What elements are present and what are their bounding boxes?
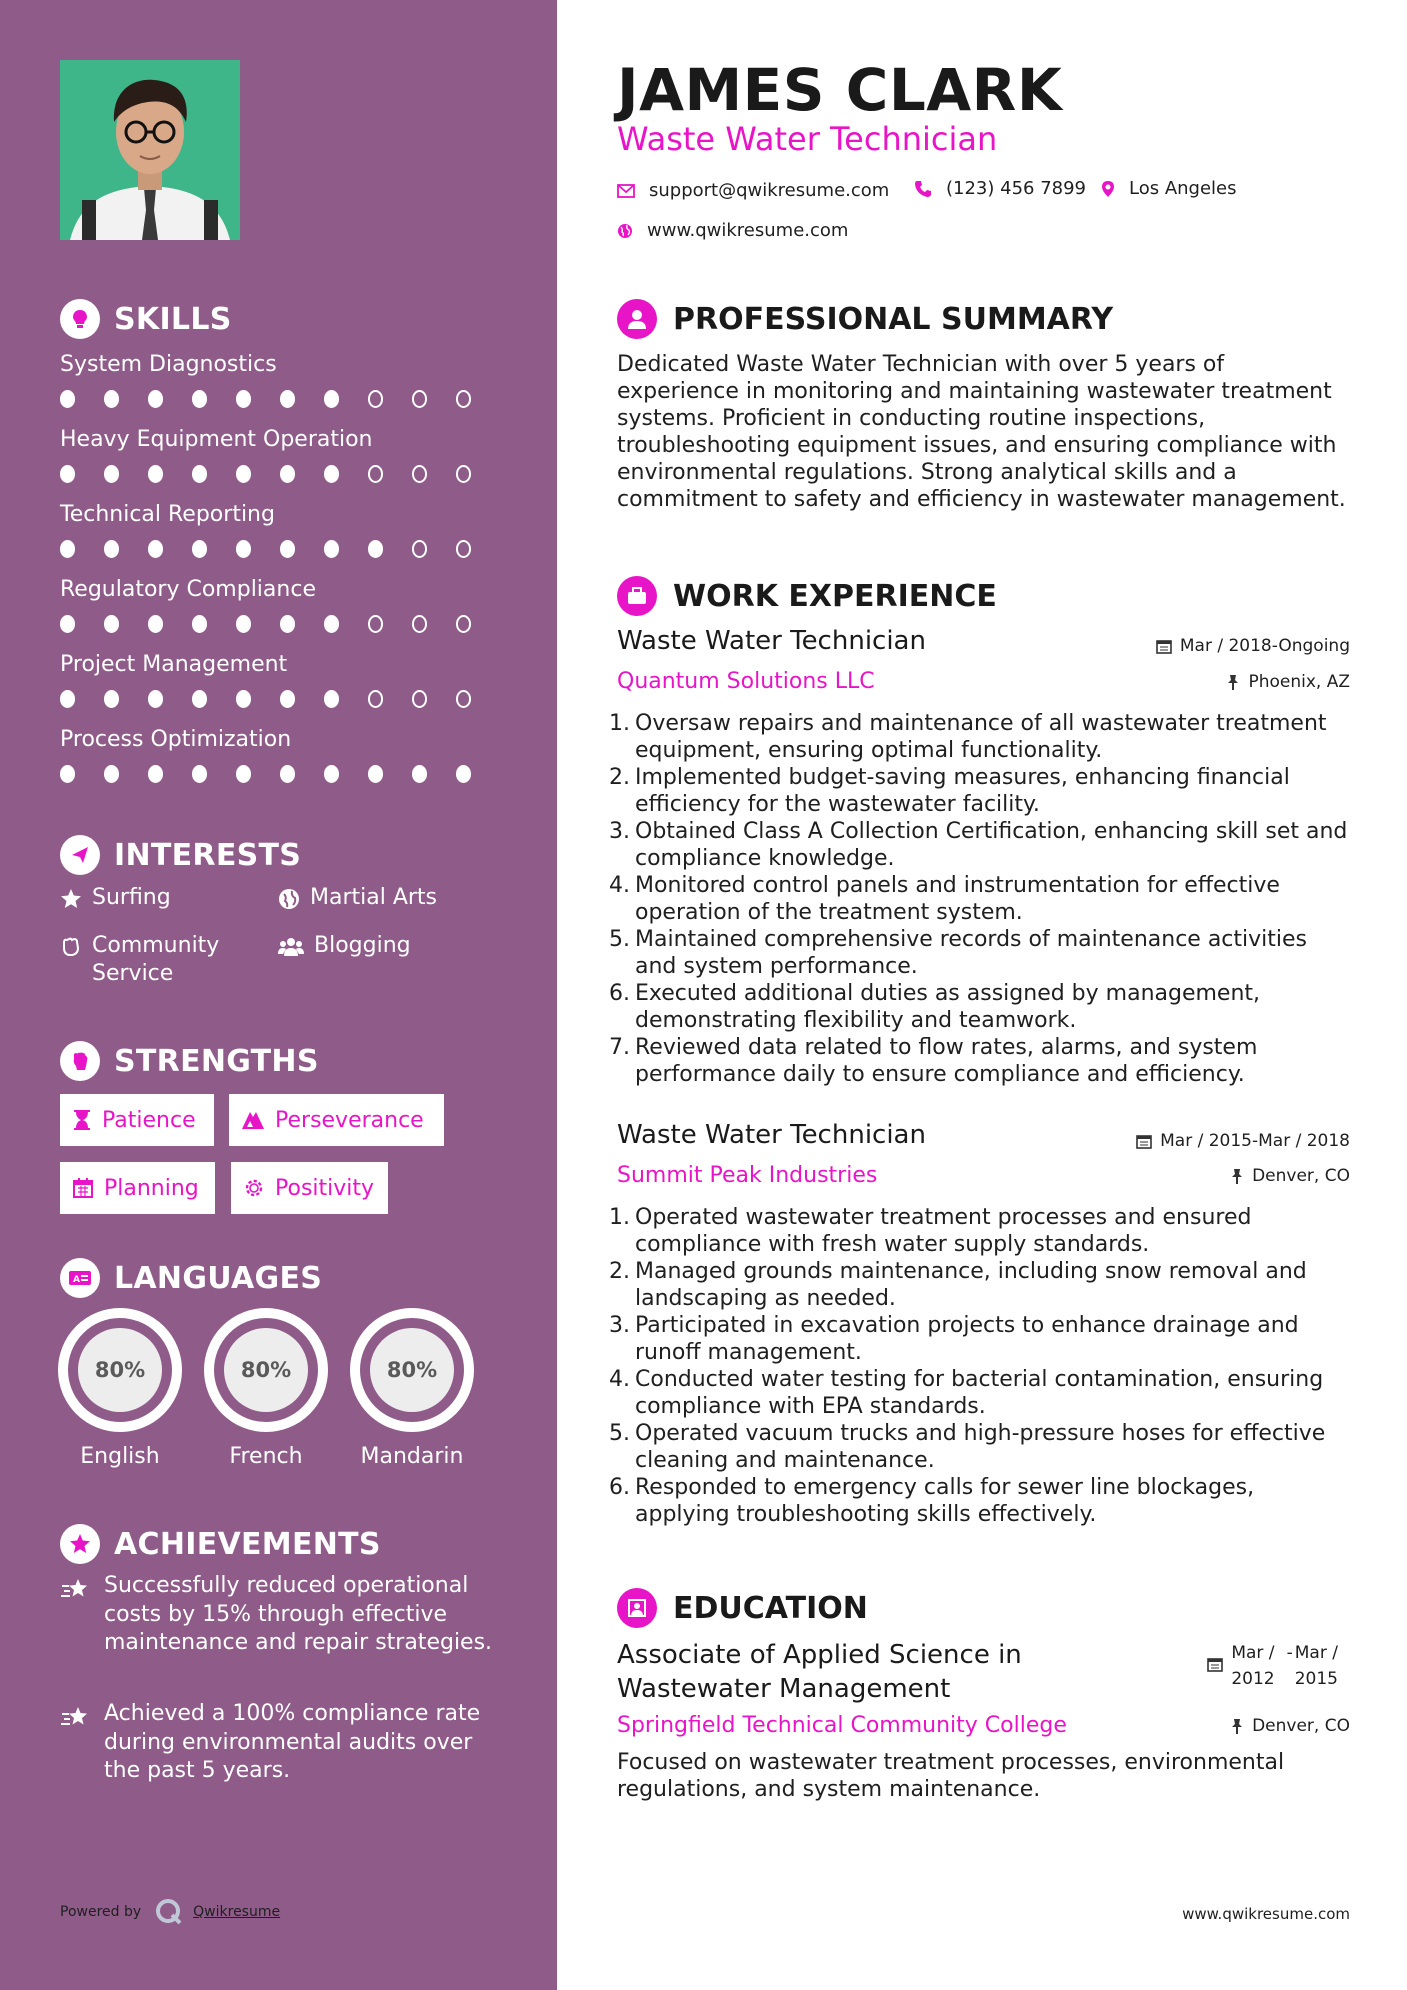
responsibility-item bbox=[609, 980, 1354, 1034]
users-icon bbox=[278, 936, 304, 958]
list-number: 2. bbox=[609, 1259, 630, 1284]
rating-dot bbox=[324, 765, 339, 783]
rating-dot bbox=[368, 615, 383, 633]
main-content bbox=[609, 0, 1350, 1990]
responsibility-item bbox=[609, 1474, 1354, 1528]
list-number: 3. bbox=[609, 1313, 630, 1338]
rating-dot bbox=[104, 390, 119, 408]
job-dates bbox=[1156, 636, 1350, 656]
list-number: 6. bbox=[609, 1475, 630, 1500]
degree-line-1: Associate of Applied Science in bbox=[617, 1640, 1022, 1670]
calendar-icon bbox=[1136, 1133, 1152, 1149]
skill-name: Regulatory Compliance bbox=[60, 577, 316, 602]
pushpin-icon bbox=[1230, 1168, 1244, 1184]
rating-dot bbox=[192, 465, 207, 483]
skill-item bbox=[60, 575, 500, 633]
rating-dot bbox=[324, 465, 339, 483]
candidate-title: Waste Water Technician bbox=[617, 120, 998, 158]
rating-dot bbox=[148, 540, 163, 558]
job-responsibilities bbox=[609, 1204, 1354, 1528]
responsibility-text: Obtained Class A Collection Certification, enhancing skill set and compliance knowledge. bbox=[635, 819, 1348, 871]
rating-dot bbox=[148, 615, 163, 633]
rating-dot bbox=[368, 540, 383, 558]
svg-text:A: A bbox=[73, 1275, 80, 1285]
language-ring bbox=[350, 1308, 474, 1432]
hourglass-icon bbox=[72, 1109, 92, 1131]
strength-label: Planning bbox=[104, 1175, 199, 1201]
rating-dot bbox=[412, 390, 427, 408]
skill-name: System Diagnostics bbox=[60, 352, 277, 377]
job-company: Summit Peak Industries bbox=[617, 1163, 878, 1188]
language-item bbox=[350, 1308, 474, 1469]
strength-label: Perseverance bbox=[275, 1107, 424, 1133]
rating-dot bbox=[192, 765, 207, 783]
strengths-heading bbox=[60, 1041, 319, 1081]
sidebar bbox=[0, 0, 557, 1990]
website-text[interactable]: www.qwikresume.com bbox=[647, 220, 849, 241]
experience-heading bbox=[617, 576, 997, 616]
skill-rating bbox=[60, 765, 500, 783]
achievement-text: Successfully reduced operational costs by 15% through effective maintenance and repair strategies. bbox=[104, 1573, 493, 1655]
qwikresume-link[interactable]: Qwikresume bbox=[193, 1904, 281, 1920]
skill-name: Project Management bbox=[60, 652, 288, 677]
responsibility-item bbox=[609, 926, 1354, 980]
language-ring bbox=[58, 1308, 182, 1432]
shooting-star-icon bbox=[60, 1576, 92, 1602]
skills-title: SKILLS bbox=[114, 301, 232, 337]
powered-by-label: Powered by bbox=[60, 1904, 142, 1920]
job-location-text: Phoenix, AZ bbox=[1248, 672, 1350, 692]
education-dates bbox=[1207, 1640, 1338, 1692]
map-pin-icon bbox=[1101, 180, 1115, 198]
interest-label: Surfing bbox=[92, 885, 171, 910]
rating-dot bbox=[368, 465, 383, 483]
rating-dot bbox=[412, 615, 427, 633]
language-name: Mandarin bbox=[360, 1444, 464, 1469]
summary-text: Dedicated Waste Water Technician with over 5 years of experience in monitoring and maintaining wastewater treatment systems. Proficient in conducting routine inspections, troubleshooting equipment issues, and ensuring compliance with environmental regulations. Strong analytical skills and a commitment to safety and efficiency in wastewater management. bbox=[617, 352, 1346, 512]
skill-rating bbox=[60, 465, 500, 483]
strength-badge bbox=[231, 1162, 388, 1214]
profile-photo bbox=[60, 60, 240, 240]
responsibility-item bbox=[609, 1204, 1354, 1258]
education-text: Focused on wastewater treatment processes, environmental regulations, and system maintenance. bbox=[617, 1750, 1285, 1802]
rating-dot bbox=[280, 690, 295, 708]
achievements-title: ACHIEVEMENTS bbox=[114, 1526, 381, 1562]
rating-dot bbox=[456, 615, 471, 633]
rating-dot bbox=[280, 540, 295, 558]
rating-dot bbox=[60, 465, 75, 483]
powered-by bbox=[60, 1898, 280, 1926]
language-ring bbox=[204, 1308, 328, 1432]
language-item bbox=[204, 1308, 328, 1469]
star-icon bbox=[60, 888, 82, 910]
strength-badge bbox=[60, 1162, 215, 1214]
responsibility-item bbox=[609, 1312, 1354, 1366]
language-card-icon bbox=[60, 1258, 100, 1298]
rating-dot bbox=[60, 615, 75, 633]
list-number: 5. bbox=[609, 1421, 630, 1446]
degree-line-2: Wastewater Management bbox=[617, 1674, 951, 1704]
rating-dot bbox=[104, 465, 119, 483]
phone-icon bbox=[914, 180, 932, 198]
list-number: 5. bbox=[609, 927, 630, 952]
rating-dot bbox=[280, 390, 295, 408]
rating-dot bbox=[236, 465, 251, 483]
rating-dot bbox=[456, 765, 471, 783]
calendar-icon bbox=[72, 1177, 94, 1199]
rating-dot bbox=[368, 390, 383, 408]
achievement-item bbox=[60, 1572, 500, 1658]
job-location-text: Denver, CO bbox=[1252, 1166, 1350, 1186]
rating-dot bbox=[456, 540, 471, 558]
responsibility-item bbox=[609, 710, 1354, 764]
achievement-text: Achieved a 100% compliance rate during environmental audits over the past 5 years. bbox=[104, 1701, 481, 1783]
list-number: 6. bbox=[609, 981, 630, 1006]
rating-dot bbox=[148, 765, 163, 783]
rating-dot bbox=[236, 615, 251, 633]
degree bbox=[617, 1638, 1022, 1706]
education-end-year: 2015 bbox=[1294, 1669, 1338, 1689]
education-end-month: Mar / bbox=[1294, 1643, 1338, 1663]
education-start bbox=[1231, 1640, 1274, 1692]
strength-label: Patience bbox=[102, 1107, 196, 1133]
interest-item bbox=[60, 932, 242, 988]
envelope-icon bbox=[617, 184, 635, 198]
graduation-icon bbox=[617, 1588, 657, 1628]
star-badge-icon bbox=[60, 1524, 100, 1564]
language-percent: 80% bbox=[370, 1328, 454, 1412]
job-dates-text: Mar / 2018-Ongoing bbox=[1179, 636, 1350, 656]
interest-item bbox=[278, 932, 411, 960]
experience-title: WORK EXPERIENCE bbox=[673, 578, 997, 614]
responsibility-item bbox=[609, 1258, 1354, 1312]
interest-item bbox=[278, 884, 437, 912]
rating-dot bbox=[236, 390, 251, 408]
rating-dot bbox=[148, 690, 163, 708]
fist-icon bbox=[60, 1041, 100, 1081]
skill-rating bbox=[60, 690, 500, 708]
education-end bbox=[1295, 1640, 1338, 1692]
lightbulb-icon bbox=[60, 299, 100, 339]
briefcase-icon bbox=[617, 576, 657, 616]
rating-dot bbox=[456, 390, 471, 408]
list-number: 1. bbox=[609, 1205, 630, 1230]
skills-heading bbox=[60, 299, 232, 339]
list-number: 2. bbox=[609, 765, 630, 790]
skill-item bbox=[60, 500, 500, 558]
responsibility-text: Managed grounds maintenance, including snow removal and landscaping as needed. bbox=[635, 1259, 1307, 1311]
rating-dot bbox=[60, 390, 75, 408]
interest-label: Blogging bbox=[314, 933, 411, 958]
phone-text: (123) 456 7899 bbox=[946, 178, 1087, 199]
rating-dot bbox=[412, 540, 427, 558]
strength-badge bbox=[229, 1094, 444, 1146]
skill-item bbox=[60, 350, 500, 408]
calendar-icon bbox=[1207, 1656, 1223, 1672]
job-title: Waste Water Technician bbox=[617, 1120, 926, 1150]
location-text: Los Angeles bbox=[1129, 178, 1237, 199]
skill-name: Process Optimization bbox=[60, 727, 292, 752]
responsibility-text: Maintained comprehensive records of maintenance activities and system performance. bbox=[635, 927, 1307, 979]
education-location bbox=[1230, 1716, 1350, 1736]
pushpin-icon bbox=[1226, 674, 1240, 690]
list-number: 7. bbox=[609, 1035, 630, 1060]
languages-title: LANGUAGES bbox=[114, 1260, 323, 1296]
education-location-text: Denver, CO bbox=[1252, 1716, 1350, 1736]
responsibility-text: Responded to emergency calls for sewer line blockages, applying troubleshooting skills effectively. bbox=[635, 1475, 1255, 1527]
interest-label: Community Service bbox=[92, 933, 220, 986]
rating-dot bbox=[236, 690, 251, 708]
sun-icon bbox=[243, 1177, 265, 1199]
rating-dot bbox=[236, 765, 251, 783]
skill-item bbox=[60, 725, 500, 783]
skill-name: Heavy Equipment Operation bbox=[60, 427, 373, 452]
mountain-icon bbox=[241, 1109, 265, 1131]
interests-heading bbox=[60, 835, 301, 875]
rating-dot bbox=[412, 690, 427, 708]
job-dates bbox=[1136, 1131, 1350, 1151]
strength-badge bbox=[60, 1094, 214, 1146]
rating-dot bbox=[280, 765, 295, 783]
language-item bbox=[58, 1308, 182, 1469]
rating-dot bbox=[60, 540, 75, 558]
rating-dot bbox=[60, 690, 75, 708]
rating-dot bbox=[324, 540, 339, 558]
pushpin-icon bbox=[1230, 1718, 1244, 1734]
contact-location bbox=[1101, 178, 1237, 199]
language-name: English bbox=[80, 1444, 160, 1469]
rating-dot bbox=[324, 690, 339, 708]
responsibility-item bbox=[609, 1420, 1354, 1474]
skill-rating bbox=[60, 540, 500, 558]
job-company: Quantum Solutions LLC bbox=[617, 669, 875, 694]
qwikresume-logo-icon bbox=[155, 1898, 183, 1926]
rating-dot bbox=[60, 765, 75, 783]
hand-icon bbox=[60, 936, 82, 958]
rating-dot bbox=[368, 765, 383, 783]
candidate-name: JAMES CLARK bbox=[617, 56, 1063, 124]
rating-dot bbox=[456, 690, 471, 708]
rating-dot bbox=[192, 690, 207, 708]
job-dates-text: Mar / 2015-Mar / 2018 bbox=[1160, 1131, 1350, 1151]
shooting-star-icon bbox=[60, 1704, 92, 1730]
summary-heading bbox=[617, 299, 1113, 339]
rating-dot bbox=[104, 615, 119, 633]
list-number: 3. bbox=[609, 819, 630, 844]
rating-dot bbox=[412, 465, 427, 483]
education-title: EDUCATION bbox=[673, 1590, 868, 1626]
rating-dot bbox=[368, 690, 383, 708]
skill-item bbox=[60, 425, 500, 483]
responsibility-text: Implemented budget-saving measures, enhancing financial efficiency for the wastewater facility. bbox=[635, 765, 1290, 817]
rating-dot bbox=[148, 465, 163, 483]
responsibility-text: Oversaw repairs and maintenance of all wastewater treatment equipment, ensuring optimal functionality. bbox=[635, 711, 1327, 763]
job-location bbox=[1230, 1166, 1350, 1186]
language-percent: 80% bbox=[78, 1328, 162, 1412]
responsibility-item bbox=[609, 1034, 1354, 1088]
rating-dot bbox=[236, 540, 251, 558]
rating-dot bbox=[104, 690, 119, 708]
paper-plane-icon bbox=[60, 835, 100, 875]
rating-dot bbox=[324, 390, 339, 408]
list-number: 1. bbox=[609, 711, 630, 736]
rating-dot bbox=[192, 390, 207, 408]
rating-dot bbox=[456, 465, 471, 483]
job-responsibilities bbox=[609, 710, 1354, 1088]
summary-title: PROFESSIONAL SUMMARY bbox=[673, 301, 1114, 337]
skill-rating bbox=[60, 390, 500, 408]
calendar-icon bbox=[1156, 638, 1172, 654]
rating-dot bbox=[192, 540, 207, 558]
strengths-title: STRENGTHS bbox=[114, 1043, 319, 1079]
skill-rating bbox=[60, 615, 500, 633]
job-location bbox=[1226, 672, 1350, 692]
contact-website bbox=[617, 220, 848, 241]
responsibility-item bbox=[609, 818, 1354, 872]
rating-dot bbox=[148, 390, 163, 408]
rating-dot bbox=[324, 615, 339, 633]
language-name: French bbox=[229, 1444, 303, 1469]
achievement-item bbox=[60, 1700, 500, 1786]
responsibility-text: Operated wastewater treatment processes and ensured compliance with fresh water supply standards. bbox=[635, 1205, 1252, 1257]
globe-icon bbox=[617, 223, 633, 239]
user-icon bbox=[617, 299, 657, 339]
education-start-year: 2012 bbox=[1231, 1669, 1275, 1689]
rating-dot bbox=[412, 765, 427, 783]
strength-label: Positivity bbox=[275, 1175, 375, 1201]
list-number: 4. bbox=[609, 1367, 630, 1392]
language-percent: 80% bbox=[224, 1328, 308, 1412]
education-date-sep: - bbox=[1286, 1643, 1293, 1663]
contact-email bbox=[617, 180, 889, 201]
list-number: 4. bbox=[609, 873, 630, 898]
education-start-month: Mar / bbox=[1231, 1643, 1275, 1663]
languages-heading bbox=[60, 1258, 322, 1298]
globe-icon bbox=[278, 888, 300, 910]
responsibility-text: Monitored control panels and instrumentation for effective operation of the treatment system. bbox=[635, 873, 1280, 925]
achievements-heading bbox=[60, 1524, 381, 1564]
responsibility-text: Participated in excavation projects to enhance drainage and runoff management. bbox=[635, 1313, 1299, 1365]
rating-dot bbox=[104, 765, 119, 783]
job-title: Waste Water Technician bbox=[617, 626, 926, 656]
skill-name: Technical Reporting bbox=[60, 502, 275, 527]
responsibility-text: Operated vacuum trucks and high-pressure hoses for effective cleaning and maintenance. bbox=[635, 1421, 1326, 1473]
interests-title: INTERESTS bbox=[114, 837, 302, 873]
skill-item bbox=[60, 650, 500, 708]
responsibility-text: Executed additional duties as assigned by management, demonstrating flexibility and teamwork. bbox=[635, 981, 1261, 1033]
rating-dot bbox=[280, 615, 295, 633]
footer-website[interactable]: www.qwikresume.com bbox=[1182, 1905, 1350, 1923]
responsibility-text: Conducted water testing for bacterial contamination, ensuring compliance with EPA standards. bbox=[635, 1367, 1324, 1419]
email-text[interactable]: support@qwikresume.com bbox=[649, 180, 890, 201]
rating-dot bbox=[192, 615, 207, 633]
responsibility-item bbox=[609, 764, 1354, 818]
interest-item bbox=[60, 884, 171, 912]
rating-dot bbox=[280, 465, 295, 483]
education-heading bbox=[617, 1588, 868, 1628]
interest-label: Martial Arts bbox=[310, 885, 438, 910]
responsibility-text: Reviewed data related to flow rates, alarms, and system performance daily to ensure compliance and efficiency. bbox=[635, 1035, 1258, 1087]
contact-phone bbox=[914, 178, 1086, 199]
responsibility-item bbox=[609, 872, 1354, 926]
school-name: Springfield Technical Community College bbox=[617, 1713, 1067, 1738]
responsibility-item bbox=[609, 1366, 1354, 1420]
rating-dot bbox=[104, 540, 119, 558]
